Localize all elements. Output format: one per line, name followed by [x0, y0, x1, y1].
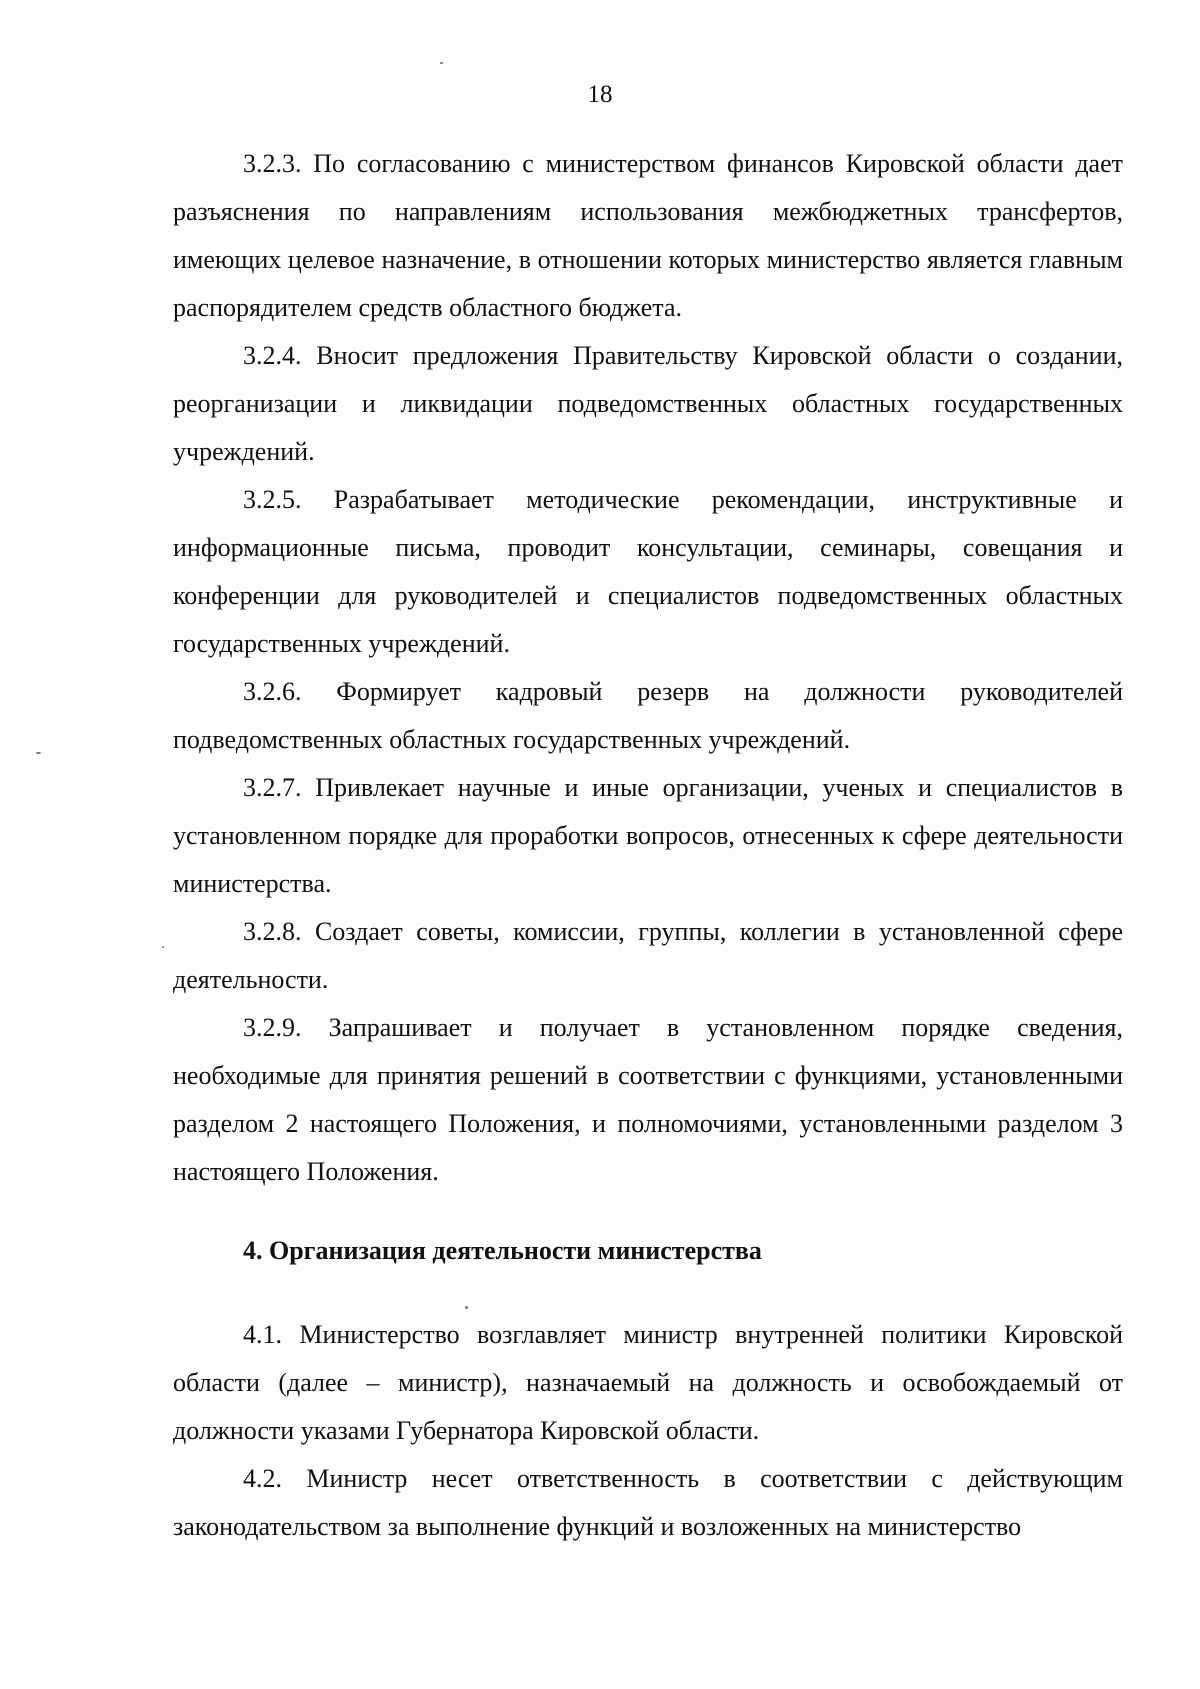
scan-speck	[36, 752, 41, 754]
paragraph-3-2-3: 3.2.3. По согласованию с министерством финансов Кировской области дает разъяснения по направлениям использования межбюджетных трансфертов, имеющих целевое назначение, в отношении которых министерство является главным распорядителем средств областного бюджета.	[173, 149, 1123, 322]
paragraph-3-2-4: 3.2.4. Вносит предложения Правительству Кировской области о создании, реорганизации и ликвидации подведомственных областных государственных учреждений.	[173, 341, 1123, 466]
scan-speck	[465, 1306, 468, 1309]
paragraph-3-2-7: 3.2.7. Привлекает научные и иные организации, ученых и специалистов в установленном порядке для проработки вопросов, отнесенных к сфере деятельности министерства.	[173, 773, 1123, 898]
scan-speck	[162, 946, 164, 948]
document-body	[173, 140, 1123, 1551]
paragraph-4-1: 4.1. Министерство возглавляет министр внутренней политики Кировской области (далее – министр), назначаемый на должность и освобождаемый от должности указами Губернатора Кировской области.	[173, 1320, 1123, 1445]
page-number: 18	[587, 81, 613, 108]
paragraph-4-2: 4.2. Министр несет ответственность в соответствии с действующим законодательством за выполнение функций и возложенных на министерство	[173, 1464, 1123, 1541]
section-heading: 4. Организация деятельности министерства	[243, 1236, 762, 1265]
scan-speck	[440, 62, 443, 64]
paragraph-3-2-6: 3.2.6. Формирует кадровый резерв на должности руководителей подведомственных областных государственных учреждений.	[173, 677, 1123, 754]
paragraph-3-2-9: 3.2.9. Запрашивает и получает в установленном порядке сведения, необходимые для принятия решений в соответствии с функциями, установленными разделом 2 настоящего Положения, и полномочиями, установленными разделом 3 настоящего Положения.	[173, 1013, 1123, 1186]
paragraph-3-2-8: 3.2.8. Создает советы, комиссии, группы, коллегии в установленной сфере деятельности.	[173, 917, 1123, 994]
paragraph-3-2-5: 3.2.5. Разрабатывает методические рекомендации, инструктивные и информационные письма, проводит консультации, семинары, совещания и конференции для руководителей и специалистов подведомственных областных государственных учреждений.	[173, 485, 1123, 658]
